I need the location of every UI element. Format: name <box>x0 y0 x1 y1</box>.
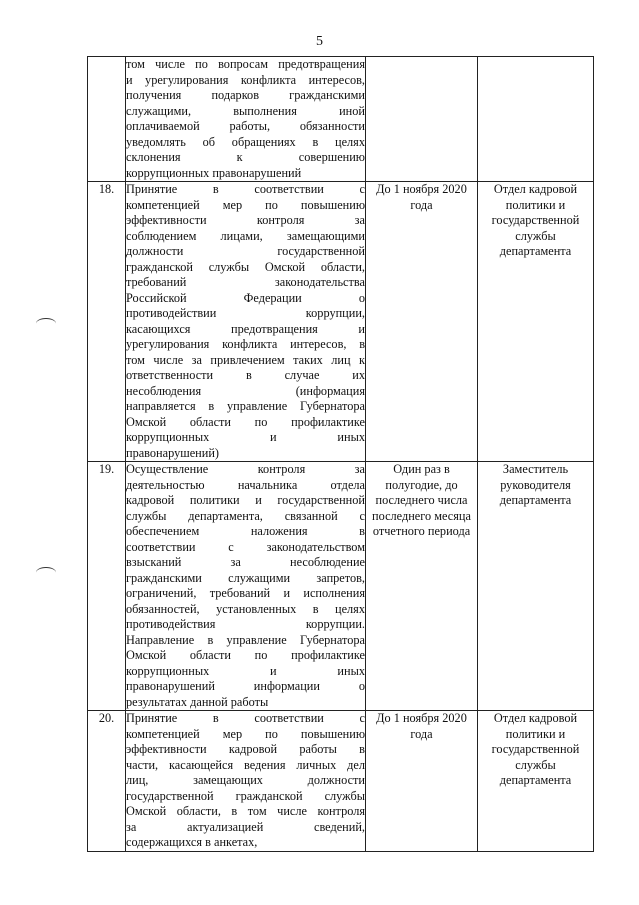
description-line: том числе по вопросам предотвращения <box>126 57 365 71</box>
description-line: противодействия коррупции. <box>126 617 365 631</box>
description-line: компетенцией мер по повышению <box>126 197 365 212</box>
responsible-line: политики и <box>505 726 566 741</box>
description-line: касающихся предотвращения и <box>126 321 365 336</box>
responsible-line: департамента <box>499 773 572 787</box>
page-number: 5 <box>316 34 323 49</box>
row-number: 19. <box>88 462 126 711</box>
description-line: взысканий за несоблюдение <box>126 555 365 569</box>
description-line: том числе за привлечением таких лиц к <box>126 352 365 367</box>
deadline-cell <box>366 182 478 462</box>
responsible-cell <box>478 57 594 182</box>
description-line: противодействии коррупции, <box>126 306 365 320</box>
description-line: гражданскими служащими запретов, <box>126 570 365 585</box>
description-line: Направление в управление Губернатора <box>126 632 365 647</box>
responsible-line: Отдел кадровой <box>493 711 578 725</box>
responsible-line: политики и <box>505 197 566 212</box>
description-line: лиц, замещающих должности <box>126 773 365 787</box>
deadline-line: отчетного периода <box>372 524 471 538</box>
description-line: деятельностью начальника отдела <box>126 477 365 492</box>
description-line: коррупционных правонарушений <box>126 165 302 180</box>
description-line: соответствии с законодательством <box>126 539 365 554</box>
responsible-line: Заместитель <box>502 462 569 476</box>
description-line: несоблюдения (информация <box>126 383 365 398</box>
table-row <box>88 711 594 852</box>
description-line: урегулирования конфликта интересов, в <box>126 337 365 351</box>
description-line: получения подарков гражданскими <box>126 88 365 102</box>
measure-description <box>126 182 366 462</box>
description-line: правонарушений) <box>126 445 219 460</box>
deadline-line: До 1 ноября 2020 <box>376 182 467 196</box>
description-line: содержащихся в анкетах, <box>126 835 258 849</box>
responsible-line: службы <box>515 757 556 772</box>
measure-description <box>126 57 366 182</box>
description-line: и урегулирования конфликта интересов, <box>126 72 365 87</box>
description-line: службы департамента, связанной с <box>126 508 365 523</box>
description-line: Омской области по профилактике <box>126 648 365 662</box>
description-line: гражданской службы Омской области, <box>126 259 365 274</box>
responsible-line: государственной <box>491 742 580 756</box>
description-line: Омской области по профилактике <box>126 414 365 429</box>
description-line: Осуществление контроля за <box>126 462 365 476</box>
description-line: результатах данной работы <box>126 694 269 709</box>
description-line: правонарушений информации о <box>126 679 365 693</box>
deadline-line: последнего числа <box>375 493 468 507</box>
description-line: ограничений, требований и исполнения <box>126 586 365 600</box>
deadline-line: последнего месяца <box>372 508 471 523</box>
margin-mark <box>36 318 56 329</box>
measure-description <box>126 462 366 711</box>
description-line: направляется в управление Губернатора <box>126 399 365 413</box>
deadline-cell <box>366 711 478 852</box>
description-line: соблюдением лицами, замещающими <box>126 228 365 243</box>
table-row <box>88 462 594 711</box>
responsible-line: службы <box>515 228 556 243</box>
row-number: 20. <box>88 711 126 852</box>
deadline-line: года <box>410 726 433 741</box>
measures-table <box>87 56 594 852</box>
deadline-line: Один раз в <box>393 462 450 476</box>
responsible-line: государственной <box>491 213 580 227</box>
description-line: обязанностей, установленных в целях <box>126 601 365 616</box>
description-line: требований законодательства <box>126 275 365 289</box>
row-number <box>88 57 126 182</box>
description-line: служащими, выполнения иной <box>126 103 365 118</box>
description-line: оплачиваемой работы, обязанности <box>126 119 365 133</box>
deadline-cell <box>366 57 478 182</box>
deadline-line: До 1 ноября 2020 <box>376 711 467 725</box>
description-line: кадровой политики и государственной <box>126 493 365 507</box>
responsible-line: департамента <box>499 493 572 507</box>
responsible-line: руководителя <box>500 477 571 492</box>
description-line: Российской Федерации о <box>126 290 365 305</box>
responsible-line: Отдел кадровой <box>493 182 578 196</box>
description-line: Омской области, в том числе контроля <box>126 804 365 818</box>
description-line: эффективности кадровой работы в <box>126 742 365 756</box>
description-line: склонения к совершению <box>126 150 365 164</box>
responsible-line: департамента <box>499 244 572 258</box>
deadline-cell <box>366 462 478 711</box>
deadline-line: полугодие, до <box>385 477 458 492</box>
description-line: государственной гражданской службы <box>126 788 365 803</box>
responsible-cell <box>478 182 594 462</box>
responsible-cell <box>478 711 594 852</box>
description-line: должности государственной <box>126 244 365 258</box>
description-line: ответственности в случае их <box>126 368 365 382</box>
measure-description <box>126 711 366 852</box>
table-row <box>88 182 594 462</box>
description-line: части, касающейся ведения личных дел <box>126 757 365 772</box>
description-line: за актуализацией сведений, <box>126 819 365 834</box>
description-line: уведомлять об обращениях в целях <box>126 134 365 149</box>
description-line: Принятие в соответствии с <box>126 711 365 725</box>
description-line: Принятие в соответствии с <box>126 182 365 196</box>
responsible-cell <box>478 462 594 711</box>
description-line: коррупционных и иных <box>126 430 365 444</box>
description-line: компетенцией мер по повышению <box>126 726 365 741</box>
description-line: эффективности контроля за <box>126 213 365 227</box>
deadline-line: года <box>410 197 433 212</box>
margin-mark <box>36 567 56 578</box>
description-line: коррупционных и иных <box>126 663 365 678</box>
row-number: 18. <box>88 182 126 462</box>
table-row <box>88 57 594 182</box>
description-line: обеспечением наложения в <box>126 524 365 538</box>
